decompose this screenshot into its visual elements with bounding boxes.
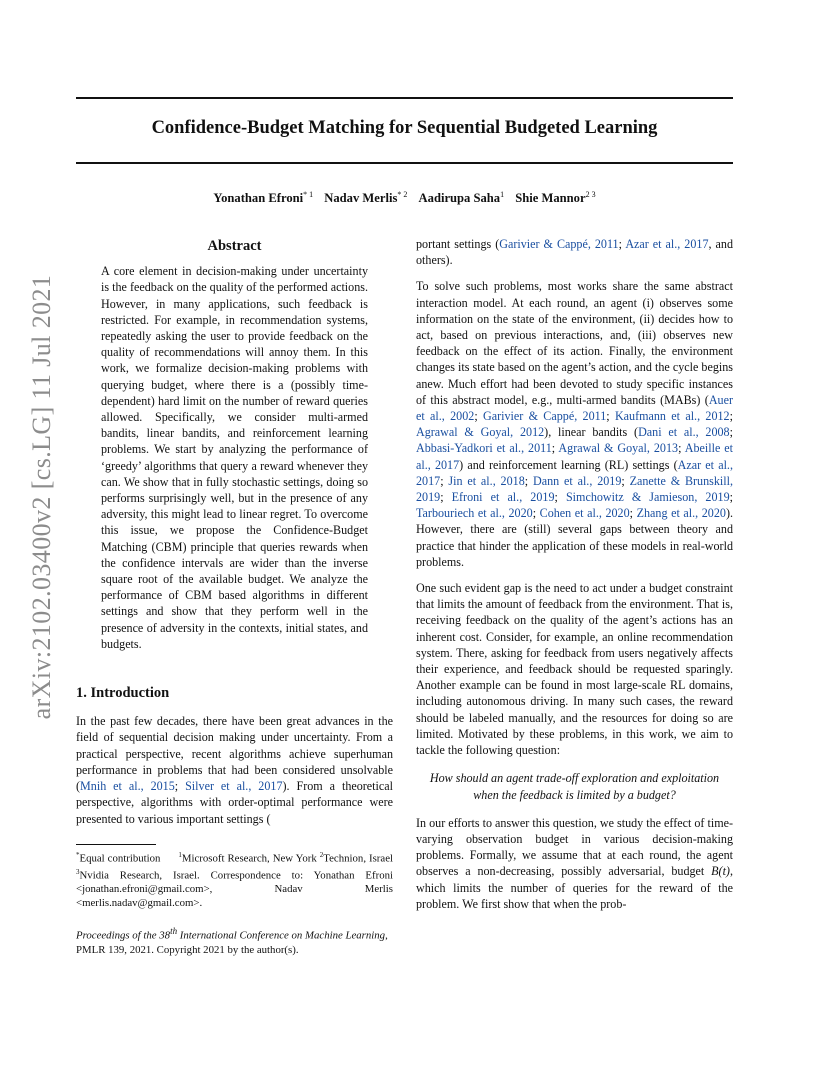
research-question: How should an agent trade-off exploration and exploitation when the feedback is limited by a budget?	[429, 771, 720, 802]
text: , and others).	[416, 237, 733, 268]
text: To solve such problems, most works share the same abstract interaction model. At each round, an agent (i) observes some information on the state of the environment, (ii) decides how to act, based on previous interactions, and, (iii) observes new feedback on the effect of its action. Finally, the environment changes its state based on the agent’s action, and the cycle begins anew. Much effort had been devoted to study specific instances of this abstract model, e.g., multi-armed bandits (MABs) (	[416, 279, 733, 407]
footnote-mark: 2	[319, 850, 324, 859]
footnote-rule	[76, 844, 156, 845]
arxiv-identifier: arXiv:2102.03400v2 [cs.LG] 11 Jul 2021	[27, 274, 56, 720]
footnote-affiliations	[76, 849, 393, 911]
author	[515, 191, 595, 205]
citation-link[interactable]: Silver et al., 2017	[185, 779, 283, 794]
proceedings-note	[76, 924, 393, 957]
citation-link[interactable]: Agrawal & Goyal, 2012	[416, 425, 545, 440]
abstract-heading: Abstract	[207, 238, 262, 254]
citation-link[interactable]: Abeille et al., 2017	[416, 441, 733, 472]
citation-link[interactable]: Garivier & Cappé, 2011	[499, 237, 619, 251]
author-affiliation-marks: 1	[500, 190, 505, 199]
text: International Conference on Machine Learning	[177, 929, 386, 942]
right-column	[416, 232, 733, 922]
section-heading-introduction: 1. Introduction	[76, 685, 170, 702]
author-affiliation-marks: 2 3	[585, 190, 596, 199]
author	[419, 191, 505, 205]
text: ;	[174, 779, 186, 794]
math-budget: B(t)	[711, 864, 730, 879]
text: In the past few decades, there have been great advances in the field of sequential decision making under uncertainty. From a practical perspective, recent algorithms achieve superhuman performance in problems that had been considered unsolvable (	[76, 714, 393, 794]
author-name: Shie Mannor	[515, 191, 586, 206]
author	[324, 191, 407, 205]
footnote-mark: *	[76, 850, 80, 859]
citation-link[interactable]: Zanette & Brunskill, 2019	[416, 473, 734, 505]
citation-link[interactable]: Azar et al., 2017	[416, 457, 733, 488]
title-rule-bottom	[76, 162, 733, 164]
text: ). From a theoretical perspective, algorithms with order-optimal performance were presented to various important settings (	[76, 779, 393, 826]
author-affiliation-marks: * 1	[303, 190, 314, 199]
citation-link[interactable]: Dani et al., 2008	[638, 425, 730, 440]
citation-link[interactable]: Azar et al., 2017	[625, 237, 709, 251]
text: , which limits the number of queries for the reward of the problem. We first show that when the prob-	[416, 864, 733, 911]
citation-link[interactable]: Zhang et al., 2020	[636, 506, 726, 521]
intro-paragraph-1	[76, 713, 393, 826]
paper-title: Confidence-Budget Matching for Sequential Budgeted Learning	[151, 118, 658, 138]
text: ), linear bandits (	[544, 425, 639, 440]
text: ) and reinforcement learning (RL) settings (	[459, 457, 678, 472]
title-rule-top	[76, 97, 733, 99]
text: In our efforts to answer this question, we study the effect of time-varying observation budget in various decision-making problems. Formally, we assume that at each round, the agent observes a non-decreasing, possibly adversarial, budget	[416, 815, 733, 879]
text: Microsoft Research, New York	[181, 852, 317, 865]
author-name: Nadav Merlis	[324, 191, 398, 206]
footnote-mark: 1	[178, 850, 182, 859]
left-column	[76, 232, 393, 957]
text: th	[170, 926, 178, 937]
text: Technion, Israel	[323, 852, 393, 865]
citation-link[interactable]: Simchowitz & Jamieson, 2019	[565, 490, 730, 505]
citation-link[interactable]: Kaufmann et al., 2012	[614, 409, 730, 424]
intro-paragraph-3: One such evident gap is the need to act under a budget constraint that limits the amount of feedback from the environment. That is, receiving feedback on the quality of the agent’s actions has an inherent cost. Consider, for example, an online recommendation system. There, asking for feedback from users negatively affects their experience, and feedback should be requested sparingly. Another example can be found in most large-scale RL domains, including autonomous driving. In many such cases, the reward should be labeled manually, and the resources for doing so are limited. Motivated by these problems, in this work, we aim to tackle the following question:	[416, 581, 733, 758]
text: ). However, there are (still) several gaps between theory and practice that hinder the application of these models in real-world problems.	[416, 506, 734, 569]
citation-link[interactable]: Jin et al., 2018	[448, 473, 525, 488]
text: Proceedings of the 38	[76, 929, 171, 942]
intro-paragraph-4	[416, 815, 733, 912]
text: Nvidia Research, Israel. Correspondence to: Yonathan Efroni <jonathan.efroni@gmail.com>, Nadav Merlis <merlis.nadav@gmail.com>.	[76, 869, 393, 909]
author-affiliation-marks: * 2	[397, 190, 408, 199]
intro-paragraph-1-continued: portant settings (Garivier & Cappé, 2011; Azar et al., 2017, and others).	[416, 237, 733, 268]
intro-paragraph-2: To solve such problems, most works share the same abstract interaction model. At each round, an agent (i) observes some information on the state of the environment, (ii) decides how to act, based on previous interactions, and, (iii) observes new feedback on the effect of its action. Finally, the environment changes its state based on the agent’s action, and the cycle begins anew. Much effort had been devoted to study specific instances of this abstract model, e.g., multi-armed bandits (MABs) (Auer et al., 2002; Garivier & Cappé, 2011; Kaufmann et al., 2012; Agrawal & Goyal, 2012), linear bandits (Dani et al., 2008; Abbasi-Yadkori et al., 2011; Agrawal & Goyal, 2013; Abeille et al., 2017) and reinforcement learning (RL) settings (Azar et al., 2017; Jin et al., 2018; Dann et al., 2019; Zanette & Brunskill, 2019; Efroni et al., 2019; Simchowitz & Jamieson, 2019; Tarbouriech et al., 2020; Cohen et al., 2020; Zhang et al., 2020). However, there are (still) several gaps between theory and practice that hinder the application of these models in real-world problems.	[416, 279, 734, 569]
citation-link[interactable]: Dann et al., 2019	[532, 473, 622, 488]
citation-link[interactable]: Auer et al., 2002	[416, 392, 733, 424]
citation-link[interactable]: Abbasi-Yadkori et al., 2011	[416, 441, 552, 456]
citation-link[interactable]: Efroni et al., 2019	[451, 490, 555, 505]
citation-link[interactable]: Cohen et al., 2020	[539, 506, 630, 521]
author-name: Yonathan Efroni	[213, 191, 304, 206]
footnote-mark: 3	[76, 867, 80, 876]
abstract-text: A core element in decision-making under uncertainty is the feedback on the quality of the performed actions. However, in many applications, such feedback is restricted. For example, in recommendation systems, repeatedly asking the user to provide feedback on the quality of recommendations will annoy them. In this work, we formalize decision-making problems with querying budget, where there is a (possibly time-dependent) hard limit on the number of reward queries allowed. Specifically, we consider multi-armed bandits, linear bandits, and reinforcement learning problems. We start by analyzing the performance of ‘greedy’ algorithms that query a reward whenever they can. We show that in fully stochastic settings, doing so performs surprisingly well, but in the presence of any adversity, this might lead to linear regret. To overcome this issue, we propose the Confidence-Budget Matching (CBM) principle that queries rewards when the confidence intervals are wider than the inverse square root of the available budget. We analyze the performance of CBM based algorithms in different settings and show that they perform well in the presence of adversity in the contexts, initial states, and budgets.	[101, 264, 368, 651]
author	[213, 191, 313, 205]
citation-link[interactable]: Garivier & Cappé, 2011	[482, 409, 607, 424]
citation-link[interactable]: Mnih et al., 2015	[80, 779, 175, 794]
author-name: Aadirupa Saha	[418, 191, 501, 206]
text: Equal contribution	[79, 852, 161, 865]
author-list	[76, 190, 733, 206]
citation-link[interactable]: Tarbouriech et al., 2020	[416, 506, 533, 521]
text: , PMLR 139, 2021. Copyright 2021 by the author(s).	[76, 929, 388, 956]
citation-link[interactable]: Agrawal & Goyal, 2013	[558, 441, 679, 456]
